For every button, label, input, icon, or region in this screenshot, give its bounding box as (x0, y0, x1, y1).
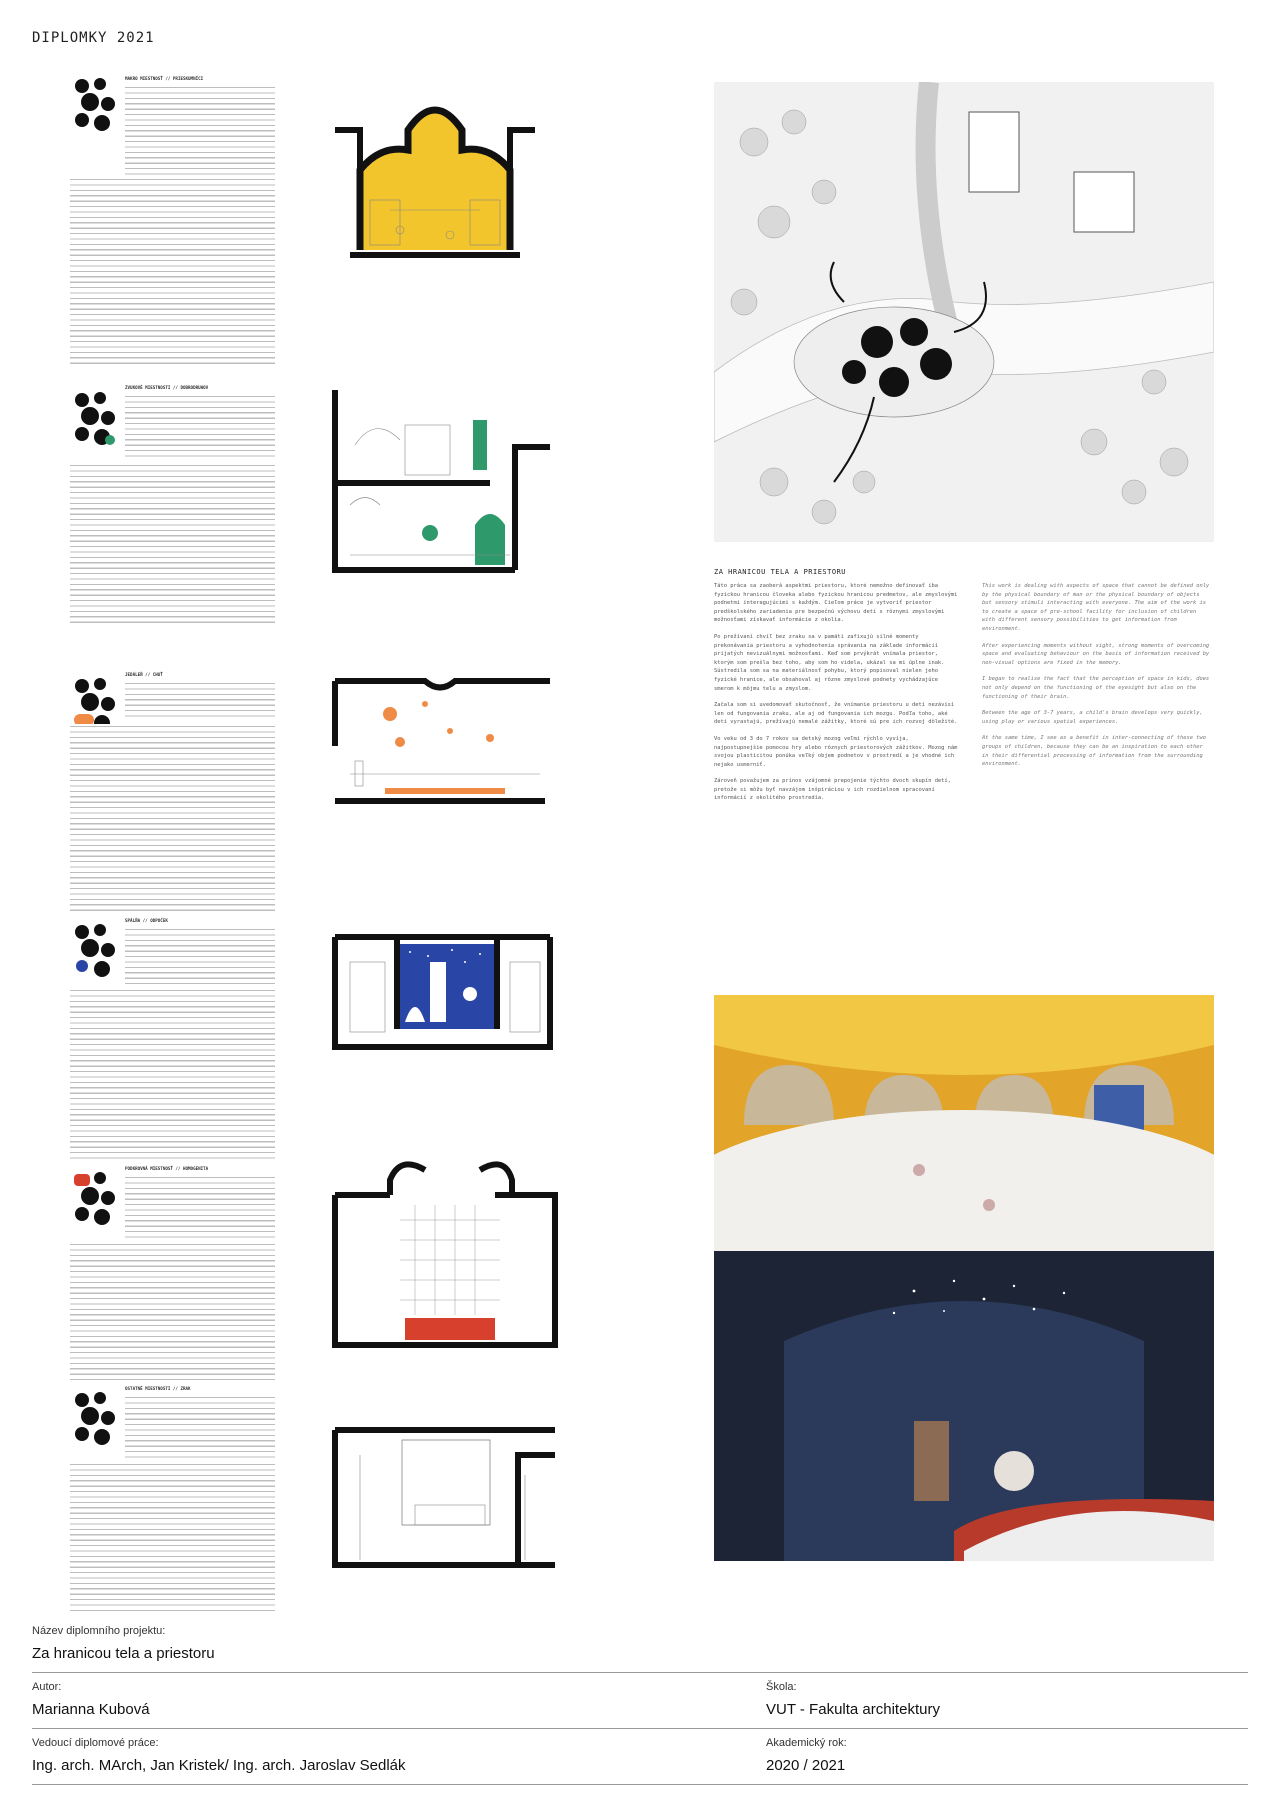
footer-year-label: Akademický rok: (766, 1737, 847, 1749)
render-dark-starry-room (714, 1251, 1214, 1561)
section-3-text (70, 724, 275, 914)
section-2-logo (70, 390, 122, 448)
section-1-logo (70, 76, 122, 134)
section-6-text-top (125, 1395, 275, 1459)
footer-supervisor-value: Ing. arch. MArch, Jan Kristek/ Ing. arch. Jaroslav Sedlák (32, 1757, 406, 1774)
section-4-text-top (125, 927, 275, 985)
section-2-text (70, 463, 275, 623)
footer-author-value: Marianna Kubová (32, 1701, 150, 1718)
section-2-heading: ZVUKOVÉ MIESTNOSTI // DOBRODRUHOV (125, 385, 209, 390)
section-4-logo (70, 922, 122, 980)
article-en-paragraph-1: This work is dealing with aspects of space that cannot be defined only by the physical boundary of man or the physical boundary of objects but sensory stimuli interacting with everyone. The aim of the work is to create a space of pre-school facility for inclusion of children with different sensory possibilities to get information from environment. (982, 583, 1210, 632)
article-sk-paragraph-4: Vo veku od 3 do 7 rokov sa detský mozog veľmi rýchlo vyvíja, najpostupnejšie pomocou hry alebo rôznych priestorových zážitkov. Mozog nám svojou plasticitou ponúka veľký objem podnetov v prostredí a je vhodné ich nejako usmerniť. (714, 735, 958, 768)
section-4-text (70, 988, 275, 1163)
footer-divider-3 (32, 1784, 1248, 1785)
article-sk-paragraph-1: Táto práca sa zaoberá aspektmi priestoru, ktoré nemožno definovať iba fyzickou hranicou človeka alebo fyzickou hranicou predmetov, ale zmyslovými podnetmi interagujúcimi s každým. Cieľom práce je vytvoriť priestor predškolského zariadenia pre bezpečnú výchovu detí s rôznymi zmyslovými možnosťami získavať informácie z okolia. (714, 583, 958, 624)
article-en-paragraph-3: I began to realise the fact that the perception of space in kids, does not only depend on the functioning of the eyesight but also on the functioning of their brain. (982, 676, 1210, 700)
article-en-paragraph-5: At the same time, I see as a benefit in inter-connecting of these two groups of children, because they can be an inspiration to each other in their differential processing of information from the surrounding environment. (982, 735, 1206, 768)
article-text-slovak (714, 582, 959, 982)
footer-school-label: Škola: (766, 1681, 797, 1693)
section-drawing-green-rooms (330, 385, 555, 585)
section-4-heading: SPÁLŇA // ODPOČEK (125, 918, 168, 923)
footer-project-label: Název diplomního projektu: (32, 1625, 166, 1637)
section-5-logo (70, 1170, 122, 1228)
section-drawing-blue-bedroom (330, 922, 555, 1057)
article-sk-paragraph-5: Zároveň považujem za prínos vzájomné prepojenie týchto dvoch skupín detí, pretože si môžu byť navzájom inšpiráciou v ich rozdielnom spracovaní informácií z okolitého prostredia. (714, 778, 951, 802)
section-5-heading: PODKROVNÁ MIESTNOSŤ // HOMOGENITA (125, 1166, 209, 1171)
footer-school-value: VUT - Fakulta architektury (766, 1701, 940, 1718)
footer-divider-2 (32, 1728, 1248, 1729)
section-drawing-red-attic (330, 1150, 560, 1350)
section-6-logo (70, 1390, 122, 1448)
footer-divider-1 (32, 1672, 1248, 1673)
section-1-text (70, 177, 275, 367)
article-en-paragraph-2: After experiencing moments without sight, strong moments of overcoming space and evaluating behaviour on the basis of information received by non-visual options are fixed in the memory. (982, 642, 1210, 666)
article-title: ZA HRANICOU TELA A PRIESTORU (714, 568, 847, 576)
article-en-paragraph-4: Between the age of 3-7 years, a child's brain develops very quickly, using play or various spatial experiences. (982, 710, 1203, 725)
article-sk-paragraph-3: Začala som si uvedomovať skutočnosť, že vnímanie priestoru u detí nezávisí len od fungovania zraku, ale aj od fungovania ich mozgu. Podľa toho, aké deti vyrastajú, prežívajú nemalé zážitky, ktoré sú pre ich rozvoj dôležité. (714, 702, 958, 726)
footer-year-value: 2020 / 2021 (766, 1757, 846, 1774)
section-1-text-top (125, 85, 275, 175)
section-5-text (70, 1242, 275, 1384)
section-6-text (70, 1462, 275, 1612)
article-sk-paragraph-2: Po prežívaní chvíľ bez zraku sa v pamäti zafixujú silné momenty prekonávania priestoru a vyhodnotenia správania na základe informácií prijatých nevizuálnymi možnosťami. Keď som prvýkrát vnímala priestor, ktorým som prešla bez toho, aby som ho videla, ukázal sa mi úplne inak. Sústredila som sa na materiálnosť pohybu, ktorý popisoval nielen jeho fyzické hranice, ale obsahoval aj rôzne zmyslové podnety vychádzajúce smerom k môjmu telu a zmyslom. (714, 633, 945, 692)
section-drawing-yellow-dome (330, 90, 540, 290)
page-header-title: DIPLOMKY 2021 (32, 30, 155, 46)
footer-project-value: Za hranicou tela a priestoru (32, 1645, 215, 1662)
section-6-heading: OSTATNÉ MIESTNOSTI // ZRAK (125, 1386, 191, 1391)
site-plan-drawing (714, 82, 1214, 542)
footer-supervisor-label: Vedoucí diplomové práce: (32, 1737, 159, 1749)
footer-author-label: Autor: (32, 1681, 62, 1693)
section-1-heading: MAKRO MIESTNOSŤ // PRIESKUMNÍCI (125, 76, 204, 81)
section-5-text-top (125, 1175, 275, 1239)
render-yellow-arcade (714, 995, 1214, 1251)
section-drawing-orange-dining (330, 676, 555, 806)
section-2-text-top (125, 394, 275, 460)
article-text-english (982, 582, 1212, 982)
section-3-text-top (125, 681, 275, 721)
section-3-heading: JEDÁLEŇ // CHUŤ (125, 672, 163, 677)
section-drawing-vision-rooms (330, 1415, 560, 1570)
